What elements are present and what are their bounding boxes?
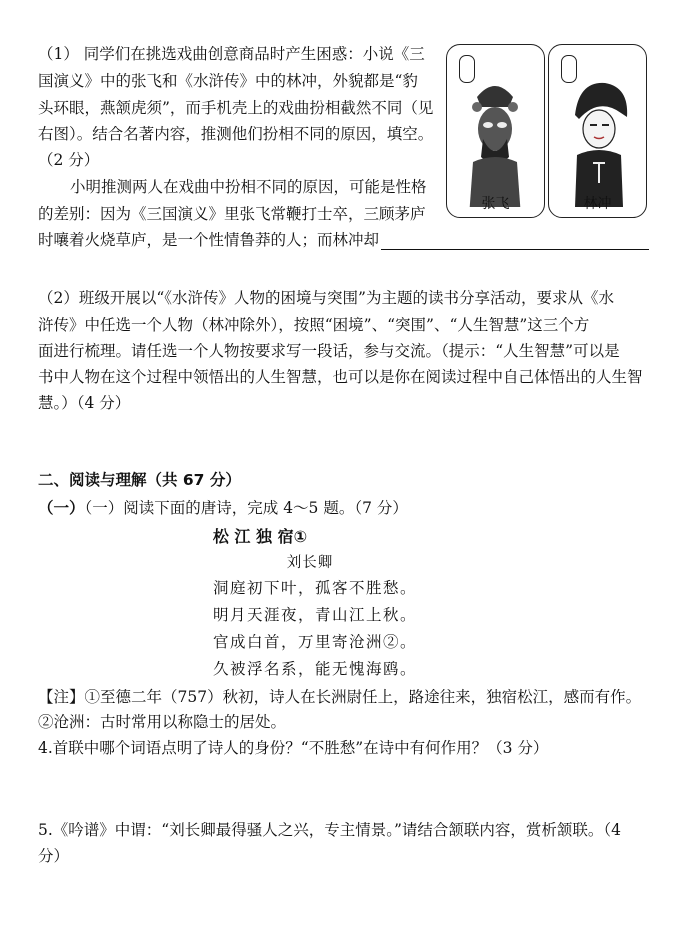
question-5-line-2: 分） [38,847,70,865]
part1-text: （一）阅读下面的唐诗，完成 4～5 题。（7 分） [84,499,408,517]
q1-line-8 [38,230,649,250]
caption-linchong: 林冲 [583,196,612,212]
poem-line-2: 明月天涯夜，青山江上秋。 [213,606,418,624]
q1-line-2: 国演义》中的张飞和《水浒传》中的林冲，外貌都是“豹 [38,72,418,90]
poem-line-3: 官成白首，万里寄沧洲②。 [213,633,418,651]
q2-line-2: 浒传》中任选一个人物（林冲除外），按照“困境”、“突围”、“人生智慧”这三个方 [38,316,590,334]
q2-line-4: 书中人物在这个过程中领悟出的人生智慧，也可以是你在阅读过程中自己体悟出的人生智 [38,368,643,386]
poem-line-1: 洞庭初下叶，孤客不胜愁。 [213,579,418,597]
q1-line-1: （1） 同学们在挑选戏曲创意商品时产生困惑：小说《三 [38,45,425,63]
q1-line-4: 右图）。结合名著内容，推测他们扮相不同的原因，填空。 [38,125,434,143]
note-line-1: 【注】①至德二年（757）秋初，诗人在长洲尉任上，路途往来，独宿松江，感而有作。 [38,688,642,706]
q1-line-8-text: 时嚷着火烧草庐，是一个性情鲁莽的人；而林冲却 [38,231,380,249]
q1-line-7: 的差别：因为《三国演义》里张飞常鞭打士卒，三顾茅庐 [38,205,426,223]
opera-figure-zhangfei-image [447,67,544,207]
section-title: 二、阅读与理解（共 67 分） [38,471,241,489]
q1-line-5: （2 分） [38,151,100,169]
opera-figure-linchong-image [549,67,646,207]
q1-line-3: 头环眼，燕颔虎须”，而手机壳上的戏曲扮相截然不同（见 [38,99,434,117]
note-line-2: ②沧洲：古时常用以称隐士的居处。 [38,713,287,731]
part1-heading: （一）（一）阅读下面的唐诗，完成 4～5 题。（7 分） [38,499,408,517]
question-5-line-1: 5.《吟谱》中谓：“刘长卿最得骚人之兴，专主情景。”请结合颔联内容，赏析颔联。（4 [38,821,622,839]
answer-blank[interactable] [381,233,649,250]
poem-title: 松 江 独 宿① [212,527,308,546]
phone-case-linchong [548,44,647,218]
q2-line-1: （2）班级开展以“《水浒传》人物的困境与突围”为主题的读书分享活动，要求从《水 [38,289,614,307]
caption-zhangfei: 张飞 [481,196,510,212]
poem-line-4: 久被浮名系，能无愧海鸥。 [213,660,418,678]
q2-line-3: 面进行梳理。请任选一个人物按要求写一段话，参与交流。（提示：“人生智慧”可以是 [38,342,620,360]
poem-author: 刘长卿 [286,555,334,571]
phone-case-zhangfei [446,44,545,218]
q1-line-6: 小明推测两人在戏曲中扮相不同的原因，可能是性格 [70,178,427,196]
question-4: 4.首联中哪个词语点明了诗人的身份？“不胜愁”在诗中有何作用？（3 分） [38,739,549,757]
q2-line-5: 慧。）（4 分） [38,394,131,412]
